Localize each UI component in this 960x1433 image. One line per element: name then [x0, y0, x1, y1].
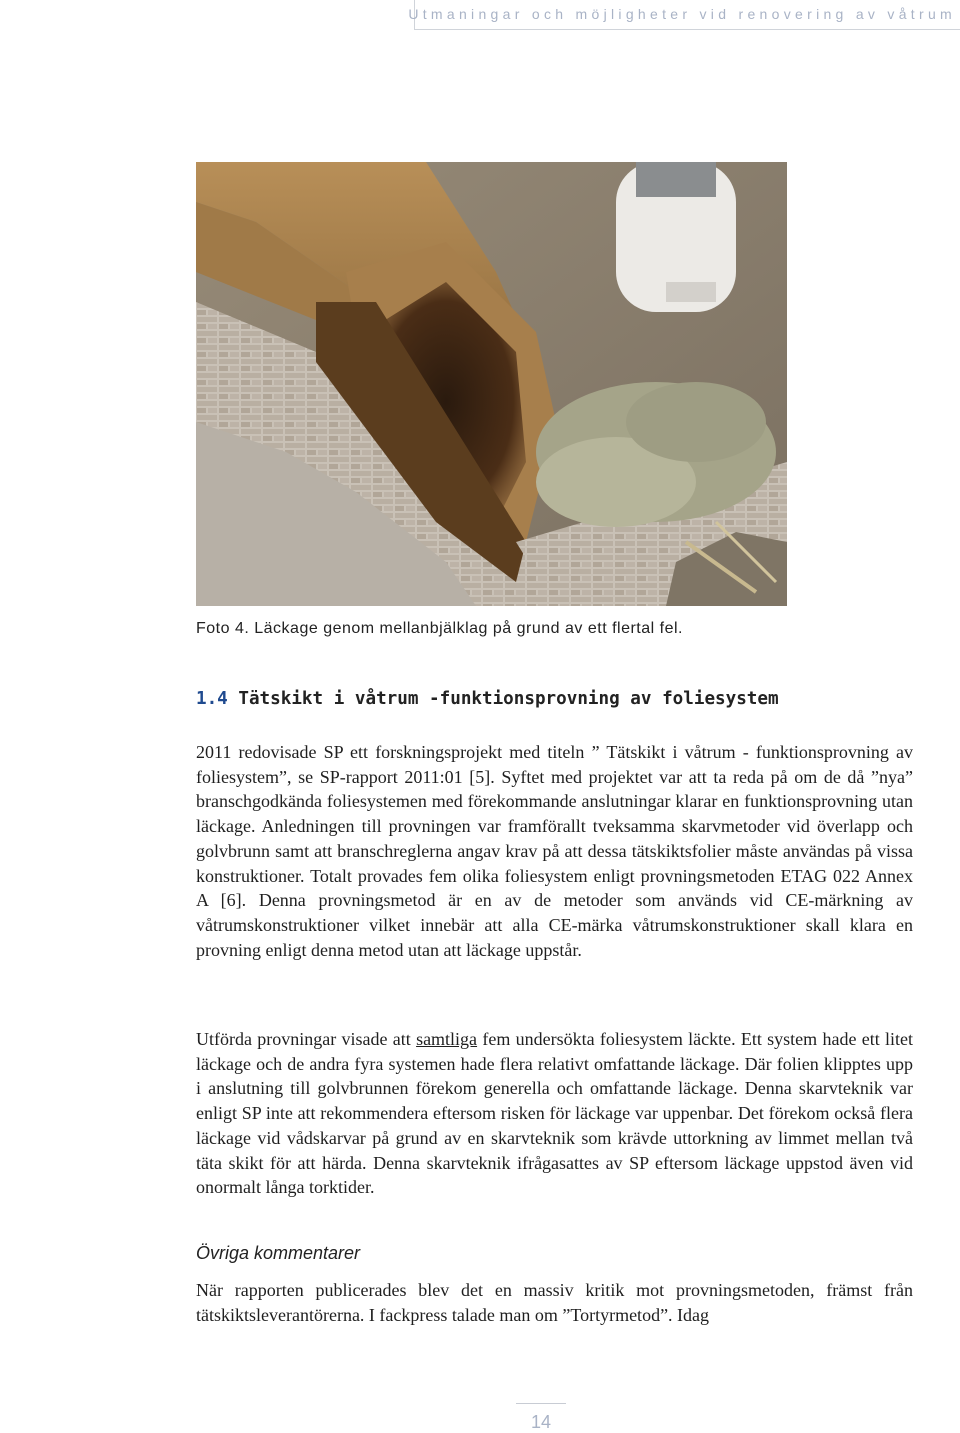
- figure-caption: Foto 4. Läckage genom mellanbjälklag på grund av ett flertal fel.: [196, 620, 683, 637]
- paragraph-2: [196, 1027, 913, 1200]
- paragraph-3: När rapporten publicerades blev det en massiv kritik mot provningsmetoden, främst från tätskiktsleverantörerna. I fackpress talade man om ”Tortyrmetod”. Idag: [196, 1280, 913, 1325]
- photo-leak-through-floor-structure: [196, 162, 787, 606]
- subheading-other-comments: Övriga kommentarer: [196, 1243, 361, 1263]
- paragraph-2-rest: fem undersökta foliesystem läckte. Ett system hade ett litet läckage och de andra fyra systemen hade flera relativt omfattande läckage. Där folien klipptes upp i anslutning till golvbrunnen förekom generella och omfattande läckage. Denna skarvteknik var enligt SP inte att rekommendera eftersom risken för läckage var uppenbar. Det förekom också flera läckage vid vådskarvar på grund av en skarvteknik som krävde uttorkning av limmet mellan två täta skikt för att härda. Denna skarvteknik ifrågasattes av SP eftersom läckage uppstod även vid onormalt långa torktider.: [196, 1029, 913, 1198]
- underlined-word: samtliga: [416, 1029, 478, 1049]
- paragraph-1: 2011 redovisade SP ett forskningsprojekt med titeln ” Tätskikt i våtrum - funktionsprovning av foliesystem”, se SP-rapport 2011:01 [5]. Syftet med projektet var att ta reda på om de då ”nya” branschgodkända foliesystemen med förekommande anslutningar klarar en funktionsprovning utan läckage. Anledningen till provningen var framförallt tveksamma skarvmetoder vid överlapp och golvbrunn samt att branschreglerna angav krav på att dessa tätskiktsfolier måste användas på vissa konstruktioner. Totalt provades fem olika foliesystem enligt provningsmetoden ETAG 022 Annex A [6]. Denna provningsmetod är en av de metoder som används vid CE-märkning av våtrumskonstruktioner vilket innebär att alla CE-märka våtrumskonstruktioner skall klara en provning enligt denna metod utan att läckage uppstår.: [196, 742, 913, 960]
- running-header-title: Utmaningar och möjligheter vid renovering av våtrum: [408, 6, 956, 22]
- section-title: Tätskikt i våtrum -funktionsprovning av foliesystem: [238, 689, 779, 709]
- section-heading: [196, 689, 779, 709]
- paragraph-2-start: Utförda provningar visade att: [196, 1029, 417, 1049]
- footer-divider: [516, 1403, 566, 1404]
- page-number: 14: [530, 1412, 552, 1432]
- section-number: 1.4: [196, 689, 228, 709]
- running-header: [408, 0, 960, 30]
